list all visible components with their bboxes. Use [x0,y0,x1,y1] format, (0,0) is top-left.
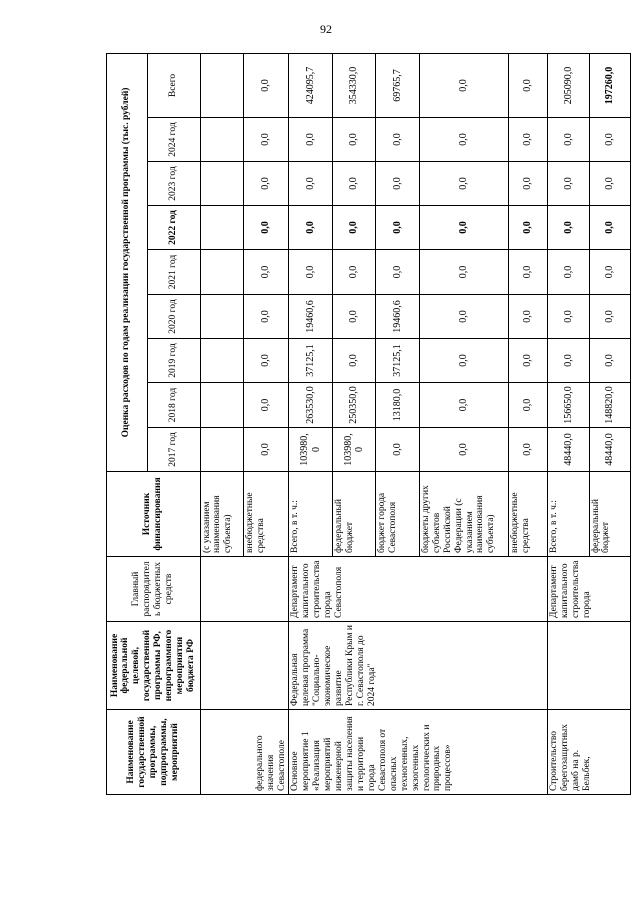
value-cell: 13180,0 [376,383,419,428]
source-cell: (с указанием наименования субъекта) [200,472,243,557]
page-number: 92 [320,22,332,36]
value-cell: 205090,0 [548,53,589,117]
value-cell: 0,0 [548,250,589,295]
value-cell: 0,0 [589,162,630,206]
header-year: 2021 год [147,250,200,295]
value-cell [200,53,243,117]
value-cell: 0,0 [589,295,630,339]
header-year: 2018 год [147,383,200,428]
value-cell: 0,0 [508,295,547,339]
header-row-1 [107,53,148,794]
value-cell: 0,0 [376,250,419,295]
value-cell: 0,0 [508,118,547,162]
program-cell: Основное мероприятие 1 «Реализация мероприятий инженерной защиты населения и территории города Севастополя от опасных техногенных, экзогенных геологических и природных процессов» [289,710,548,795]
value-cell: 0,0 [508,250,547,295]
value-cell: 103980,0 [289,428,332,472]
value-cell: 0,0 [548,339,589,383]
value-cell: 48440,0 [589,428,630,472]
value-cell: 0,0 [332,206,375,250]
table-row [200,53,243,794]
value-cell: 0,0 [243,295,289,339]
source-cell: федеральный бюджет [332,472,375,557]
value-cell: 0,0 [548,162,589,206]
value-cell: 0,0 [289,118,332,162]
value-cell [200,206,243,250]
value-cell: 0,0 [419,250,508,295]
value-cell [200,118,243,162]
value-cell: 0,0 [548,295,589,339]
value-cell: 0,0 [419,53,508,117]
header-expense-estimate: Оценка расходов по годам реализации государственной программы (тыс. рублей) [107,53,148,471]
header-funding-source: Источник финансирования [107,472,201,557]
value-cell: 69765,7 [376,53,419,117]
source-cell: Всего, в т. ч.: [289,472,332,557]
federal-program-cell [200,622,289,710]
value-cell: 0,0 [376,206,419,250]
source-cell: внебюджетные средства [508,472,547,557]
header-year: 2024 год [147,118,200,162]
source-cell: бюджет города Севастополя [376,472,419,557]
value-cell: 148820,0 [589,383,630,428]
value-cell: 19460,6 [376,295,419,339]
value-cell: 0,0 [289,206,332,250]
source-cell: бюджеты других субъектов Российской Федерации (с указанием наименования субъекта) [419,472,508,557]
value-cell: 0,0 [243,206,289,250]
value-cell: 48440,0 [548,428,589,472]
header-year: 2022 год [147,206,200,250]
table-row [548,53,589,794]
value-cell: 0,0 [243,428,289,472]
value-cell [200,339,243,383]
financing-table [106,53,631,795]
federal-program-cell [548,622,631,710]
value-cell: 0,0 [332,162,375,206]
value-cell: 19460,6 [289,295,332,339]
value-cell: 263530,0 [289,383,332,428]
value-cell: 0,0 [589,206,630,250]
value-cell: 37125,1 [289,339,332,383]
value-cell: 0,0 [243,250,289,295]
value-cell: 0,0 [419,428,508,472]
value-cell: 0,0 [508,428,547,472]
value-cell: 0,0 [289,162,332,206]
header-federal-program: Наименование федеральной целевой, государственной программы РФ, непрограммного мероприятия бюджета РФ [107,622,201,710]
value-cell: 0,0 [376,162,419,206]
value-cell: 0,0 [508,206,547,250]
header-program: Наименование государственной программы, подпрограммы, мероприятий [107,710,201,795]
value-cell: 0,0 [332,295,375,339]
value-cell [200,295,243,339]
header-year: 2020 год [147,295,200,339]
header-year: 2017 год [147,428,200,472]
header-year: 2023 год [147,162,200,206]
value-cell: 0,0 [419,118,508,162]
value-cell: 0,0 [289,250,332,295]
header-year: 2019 год [147,339,200,383]
value-cell: 0,0 [508,339,547,383]
value-cell: 0,0 [548,206,589,250]
source-cell: Всего, в т. ч.: [548,472,589,557]
program-cell: Строительство берегозащитных дамб на р. Бельбек, [548,710,631,795]
manager-cell [200,557,289,622]
value-cell [200,162,243,206]
value-cell: 424095,7 [289,53,332,117]
value-cell: 0,0 [419,162,508,206]
value-cell: 156650,0 [548,383,589,428]
value-cell: 0,0 [419,206,508,250]
rotated-table-container [106,55,631,795]
value-cell [200,428,243,472]
header-total: Всего [147,53,200,117]
source-cell: внебюджетные средства [243,472,289,557]
value-cell: 0,0 [419,295,508,339]
value-cell [200,383,243,428]
value-cell: 0,0 [243,383,289,428]
value-cell: 0,0 [332,339,375,383]
value-cell: 250350,0 [332,383,375,428]
value-cell: 103980,0 [332,428,375,472]
value-cell: 0,0 [332,118,375,162]
value-cell: 0,0 [508,53,547,117]
value-cell [200,250,243,295]
value-cell: 0,0 [376,118,419,162]
manager-cell: Департамент капитального строительства города Севастополя [289,557,548,622]
value-cell: 0,0 [548,118,589,162]
value-cell: 0,0 [419,383,508,428]
header-budget-manager: Главный распорядитель бюджетных средств [107,557,201,622]
table-row [289,53,332,794]
value-cell: 0,0 [589,339,630,383]
federal-program-cell: Федеральная целевая программа "Социально-экономическое развитие Республики Крым и г. Севастополя до 2024 года" [289,622,548,710]
value-cell: 0,0 [243,339,289,383]
source-cell: федеральный бюджет [589,472,630,557]
value-cell: 0,0 [589,118,630,162]
value-cell: 197260,0 [589,53,630,117]
value-cell: 0,0 [376,428,419,472]
value-cell: 0,0 [332,250,375,295]
value-cell: 0,0 [508,162,547,206]
value-cell: 0,0 [243,162,289,206]
value-cell: 354330,0 [332,53,375,117]
value-cell: 0,0 [419,339,508,383]
value-cell: 37125,1 [376,339,419,383]
value-cell: 0,0 [589,250,630,295]
value-cell: 0,0 [243,53,289,117]
value-cell: 0,0 [243,118,289,162]
value-cell: 0,0 [508,383,547,428]
program-cell: федерального значения Севастополе [200,710,289,795]
manager-cell: Департамент капитального строительства города [548,557,631,622]
